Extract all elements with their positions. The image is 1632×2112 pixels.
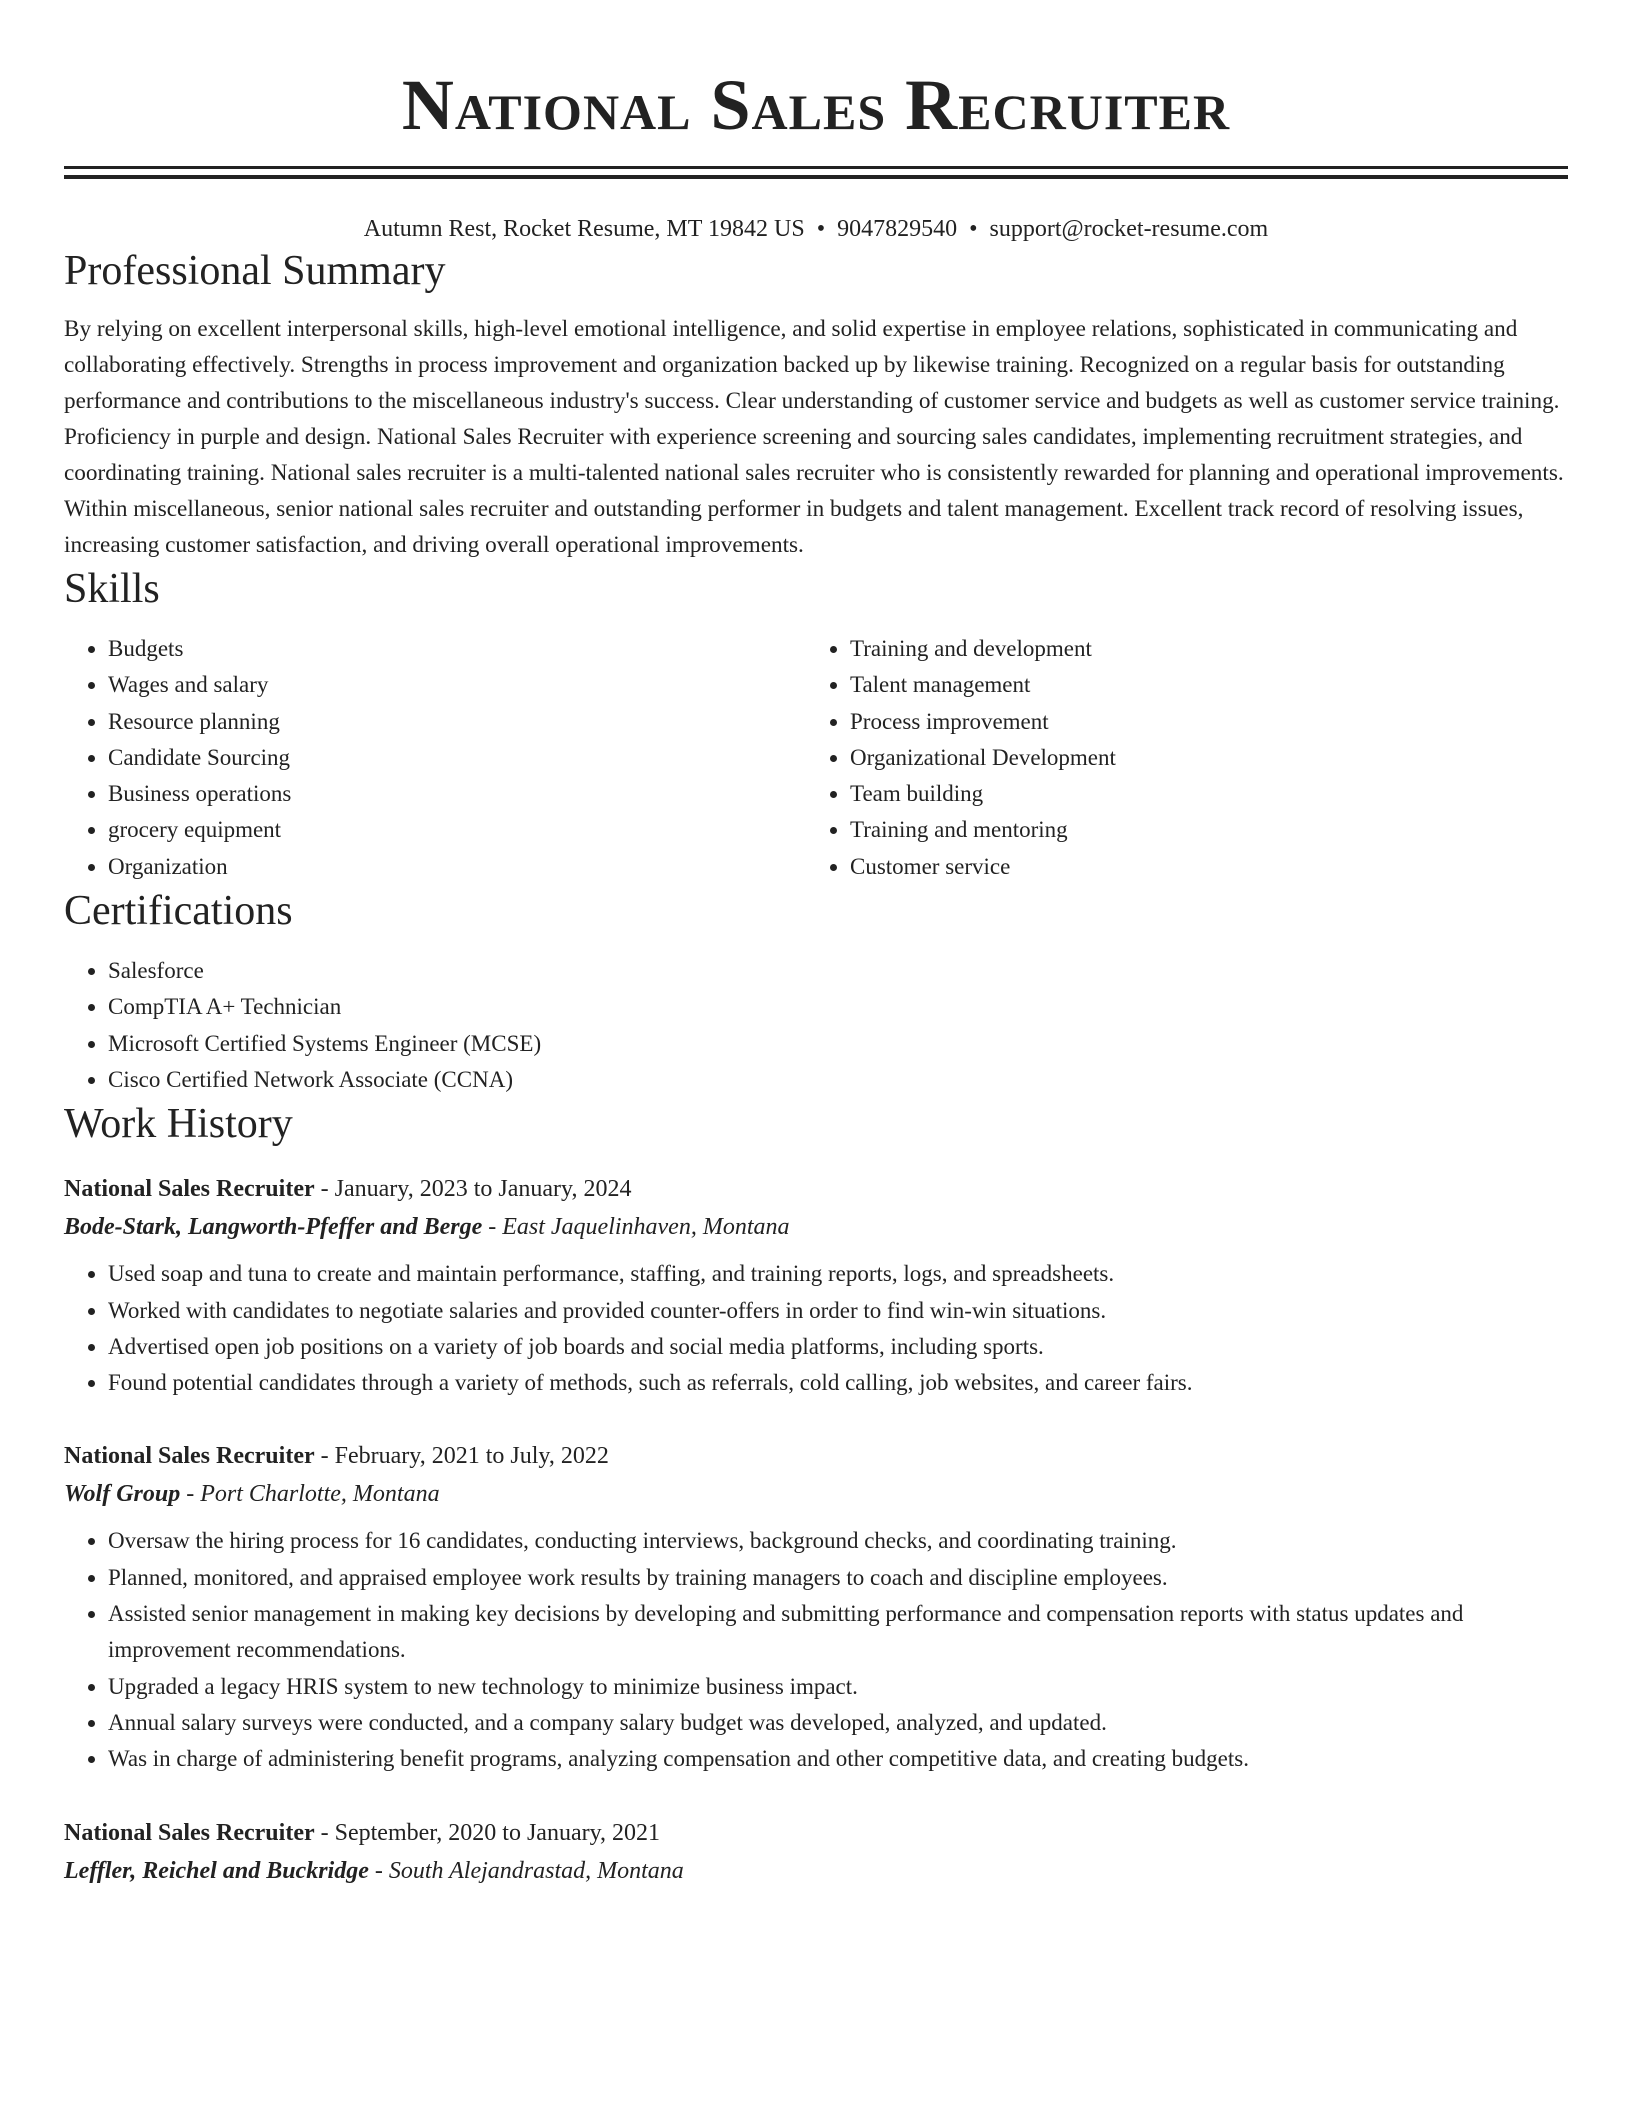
job-company-line: Leffler, Reichel and Buckridge - South Alejandrastad, Montana	[64, 1857, 684, 1884]
job-entry	[64, 1437, 1568, 1777]
job-bullet: • Advertised open job positions on a variety of job boards and social media platforms, including sports.	[108, 1329, 1568, 1365]
job-company: Wolf Group	[64, 1481, 181, 1508]
skill-item: • Wages and salary	[108, 667, 806, 703]
job-title-line: National Sales Recruiter - January, 2023 to January, 2024	[64, 1176, 632, 1203]
skill-item: • grocery equipment	[108, 812, 806, 848]
skills-column-left	[64, 631, 806, 885]
skill-item: • Business operations	[108, 776, 806, 812]
skill-item: • Team building	[850, 776, 1568, 812]
certification-item: • Salesforce	[108, 953, 1568, 989]
resume-name: National Sales Recruiter	[401, 65, 1231, 145]
skills-list-right	[806, 631, 1568, 885]
contact-phone: 9047829540	[837, 216, 958, 242]
job-bullet: • Worked with candidates to negotiate salaries and provided counter-offers in order to find win-win situations.	[108, 1293, 1568, 1329]
job-title: National Sales Recruiter	[64, 1819, 315, 1846]
contact-line	[64, 213, 1568, 245]
job-dates: January, 2023 to January, 2024	[334, 1176, 632, 1203]
summary-text: By relying on excellent interpersonal skills, high-level emotional intelligence, and solid expertise in employee relations, sophisticated in communicating and collaborating effectively. Strengths in process improvement and organization backed up by likewise training. Recognized on a regular basis for outstanding performance and contributions to the miscellaneous industry's success. Clear understanding of customer service and budgets as well as customer service training. Proficiency in purple and design. National Sales Recruiter with experience screening and sourcing sales candidates, implementing recruitment strategies, and coordinating training. National sales recruiter is a multi-talented national sales recruiter who is consistently rewarded for planning and operational improvements. Within miscellaneous, senior national sales recruiter and outstanding performer in budgets and talent management. Excellent track record of resolving issues, increasing customer satisfaction, and driving overall operational improvements.	[64, 316, 1564, 558]
job-location: East Jaquelinhaven, Montana	[502, 1214, 790, 1241]
job-bullet: • Found potential candidates through a variety of methods, such as referrals, cold calling, job websites, and career fairs.	[108, 1365, 1568, 1401]
certification-item: • Cisco Certified Network Associate (CCNA)	[108, 1062, 1568, 1098]
work-history-heading: Work History	[64, 1101, 293, 1148]
job-title: National Sales Recruiter	[64, 1443, 315, 1470]
job-bullet: • Assisted senior management in making key decisions by developing and submitting performance and compensation reports with status updates and improvement recommendations.	[108, 1596, 1568, 1669]
skills-column-right	[806, 631, 1568, 885]
job-bullet: • Oversaw the hiring process for 16 candidates, conducting interviews, background checks, and coordinating training.	[108, 1523, 1568, 1559]
skill-item: • Budgets	[108, 631, 806, 667]
job-bullets	[64, 1256, 1568, 1401]
job-bullet: • Upgraded a legacy HRIS system to new technology to minimize business impact.	[108, 1669, 1568, 1705]
summary-heading: Professional Summary	[64, 248, 446, 294]
contact-separator: •	[969, 216, 978, 242]
contact-address: Autumn Rest, Rocket Resume, MT 19842 US	[363, 216, 805, 242]
job-title: National Sales Recruiter	[64, 1176, 315, 1203]
header-divider-top	[64, 166, 1568, 169]
certification-item: • CompTIA A+ Technician	[108, 989, 1568, 1025]
job-entry	[64, 1170, 1568, 1401]
job-company-line: Wolf Group - Port Charlotte, Montana	[64, 1481, 440, 1508]
skill-item: • Organizational Development	[850, 740, 1568, 776]
job-bullet: • Annual salary surveys were conducted, and a company salary budget was developed, analyzed, and updated.	[108, 1705, 1568, 1741]
job-entry	[64, 1814, 1568, 1890]
contact-separator: •	[816, 216, 826, 242]
skill-item: • Organization	[108, 849, 806, 885]
job-dates: September, 2020 to January, 2021	[334, 1819, 661, 1846]
contact-email: support@rocket-resume.com	[989, 216, 1269, 242]
resume-page	[64, 0, 1568, 1890]
job-bullet: • Planned, monitored, and appraised employee work results by training managers to coach and discipline employees.	[108, 1560, 1568, 1596]
header-divider-bottom	[64, 175, 1568, 179]
job-title-line: National Sales Recruiter - February, 2021 to July, 2022	[64, 1443, 609, 1470]
job-title-line: National Sales Recruiter - September, 2020 to January, 2021	[64, 1819, 661, 1846]
skill-item: • Resource planning	[108, 704, 806, 740]
skill-item: • Process improvement	[850, 704, 1568, 740]
skill-item: • Training and mentoring	[850, 812, 1568, 848]
skill-item: • Training and development	[850, 631, 1568, 667]
certifications-heading: Certifications	[64, 888, 293, 935]
job-bullet: • Used soap and tuna to create and maintain performance, staffing, and training reports, logs, and spreadsheets.	[108, 1256, 1568, 1292]
job-location: South Alejandrastad, Montana	[388, 1857, 684, 1884]
job-dates: February, 2021 to July, 2022	[334, 1443, 609, 1470]
job-location: Port Charlotte, Montana	[200, 1481, 440, 1508]
skill-item: • Talent management	[850, 667, 1568, 703]
certifications-list	[64, 953, 1568, 1098]
certification-item: • Microsoft Certified Systems Engineer (MCSE)	[108, 1026, 1568, 1062]
skills-grid	[64, 631, 1568, 885]
job-company: Leffler, Reichel and Buckridge	[64, 1857, 369, 1884]
skills-heading: Skills	[64, 566, 160, 612]
skills-list-left	[64, 631, 806, 885]
job-company: Bode-Stark, Langworth-Pfeffer and Berge	[64, 1214, 483, 1241]
job-bullet: • Was in charge of administering benefit programs, analyzing compensation and other competitive data, and creating budgets.	[108, 1741, 1568, 1777]
skill-item: • Customer service	[850, 849, 1568, 885]
job-bullets	[64, 1523, 1568, 1777]
skill-item: • Candidate Sourcing	[108, 740, 806, 776]
job-company-line: Bode-Stark, Langworth-Pfeffer and Berge - East Jaquelinhaven, Montana	[64, 1214, 790, 1241]
